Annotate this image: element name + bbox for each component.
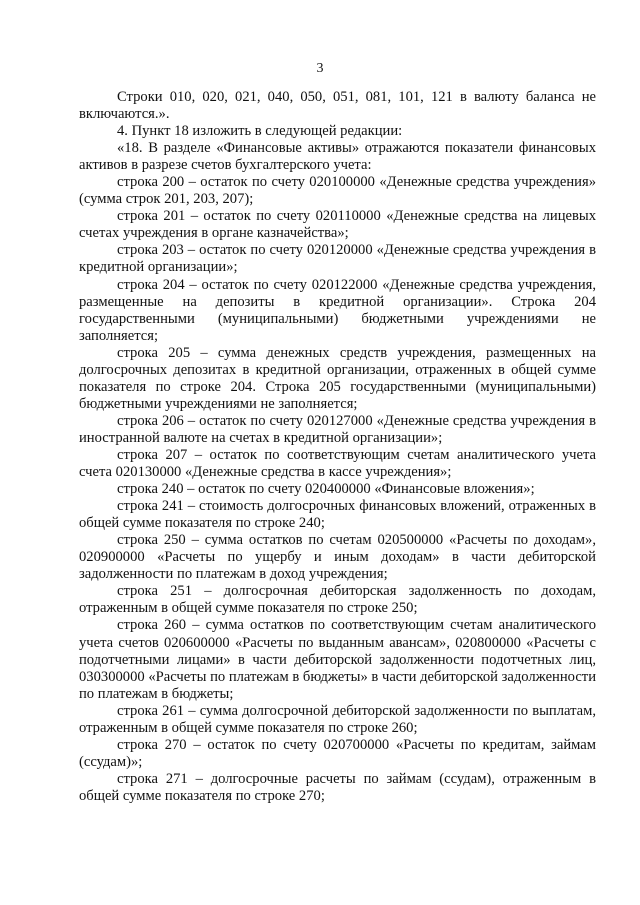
paragraph-line-251: строка 251 – долгосрочная дебиторская задолженность по доходам, отраженным в общей сумме показателя по строке 250; <box>79 583 596 617</box>
paragraph-line-260: строка 260 – сумма остатков по соответствующим счетам аналитического учета счетов 020600000 «Расчеты по выданным авансам», 020800000 «Расчеты с подотчетными лицами» в части дебиторской задолженности подотчетных лиц, 030300000 «Расчеты по платежам в бюджеты» в части дебиторской задолженности по платежам в бюджеты; <box>79 617 596 702</box>
paragraph-line-201: строка 201 – остаток по счету 020110000 «Денежные средства на лицевых счетах учреждения в органе казначейства»; <box>79 208 596 242</box>
paragraph-lines-excluded: Строки 010, 020, 021, 040, 050, 051, 081, 101, 121 в валюту баланса не включаются.». <box>79 89 596 123</box>
paragraph-item-18: «18. В разделе «Финансовые активы» отражаются показатели финансовых активов в разрезе счетов бухгалтерского учета: <box>79 140 596 174</box>
paragraph-line-200: строка 200 – остаток по счету 020100000 «Денежные средства учреждения» (сумма строк 201, 203, 207); <box>79 174 596 208</box>
document-body <box>79 89 596 805</box>
paragraph-line-205: строка 205 – сумма денежных средств учреждения, размещенных на долгосрочных депозитах в кредитной организации, отраженных в общей сумме показателя по строке 204. Строка 205 государственными (муниципальными) бюджетными учреждениями не заполняется; <box>79 344 596 412</box>
paragraph-line-204: строка 204 – остаток по счету 020122000 «Денежные средства учреждения, размещенные на депозиты в кредитной организации». Строка 204 государственными (муниципальными) бюджетными учреждениями не заполняется; <box>79 276 596 344</box>
paragraph-item-4: 4. Пункт 18 изложить в следующей редакции: <box>117 123 403 140</box>
paragraph-line-241: строка 241 – стоимость долгосрочных финансовых вложений, отраженных в общей сумме показателя по строке 240; <box>79 498 596 532</box>
paragraph-line-261: строка 261 – сумма долгосрочной дебиторской задолженности по выплатам, отраженным в общей сумме показателя по строке 260; <box>79 702 596 736</box>
paragraph-line-240: строка 240 – остаток по счету 020400000 «Финансовые вложения»; <box>117 481 535 498</box>
paragraph-line-206: строка 206 – остаток по счету 020127000 «Денежные средства учреждения в иностранной валюте на счетах в кредитной организации»; <box>79 412 596 446</box>
page-number: 3 <box>316 61 324 76</box>
paragraph-line-271: строка 271 – долгосрочные расчеты по займам (ссудам), отраженным в общей сумме показателя по строке 270; <box>79 770 596 804</box>
paragraph-line-270: строка 270 – остаток по счету 020700000 «Расчеты по кредитам, займам (ссудам)»; <box>79 736 596 770</box>
paragraph-line-203: строка 203 – остаток по счету 020120000 «Денежные средства учреждения в кредитной организации»; <box>79 242 596 276</box>
paragraph-line-250: строка 250 – сумма остатков по счетам 020500000 «Расчеты по доходам», 020900000 «Расчеты по ущербу и иным доходам» в части дебиторской задолженности по платежам в доход учреждения; <box>79 532 596 583</box>
paragraph-line-207: строка 207 – остаток по соответствующим счетам аналитического учета счета 020130000 «Денежные средства в кассе учреждения»; <box>79 446 596 481</box>
